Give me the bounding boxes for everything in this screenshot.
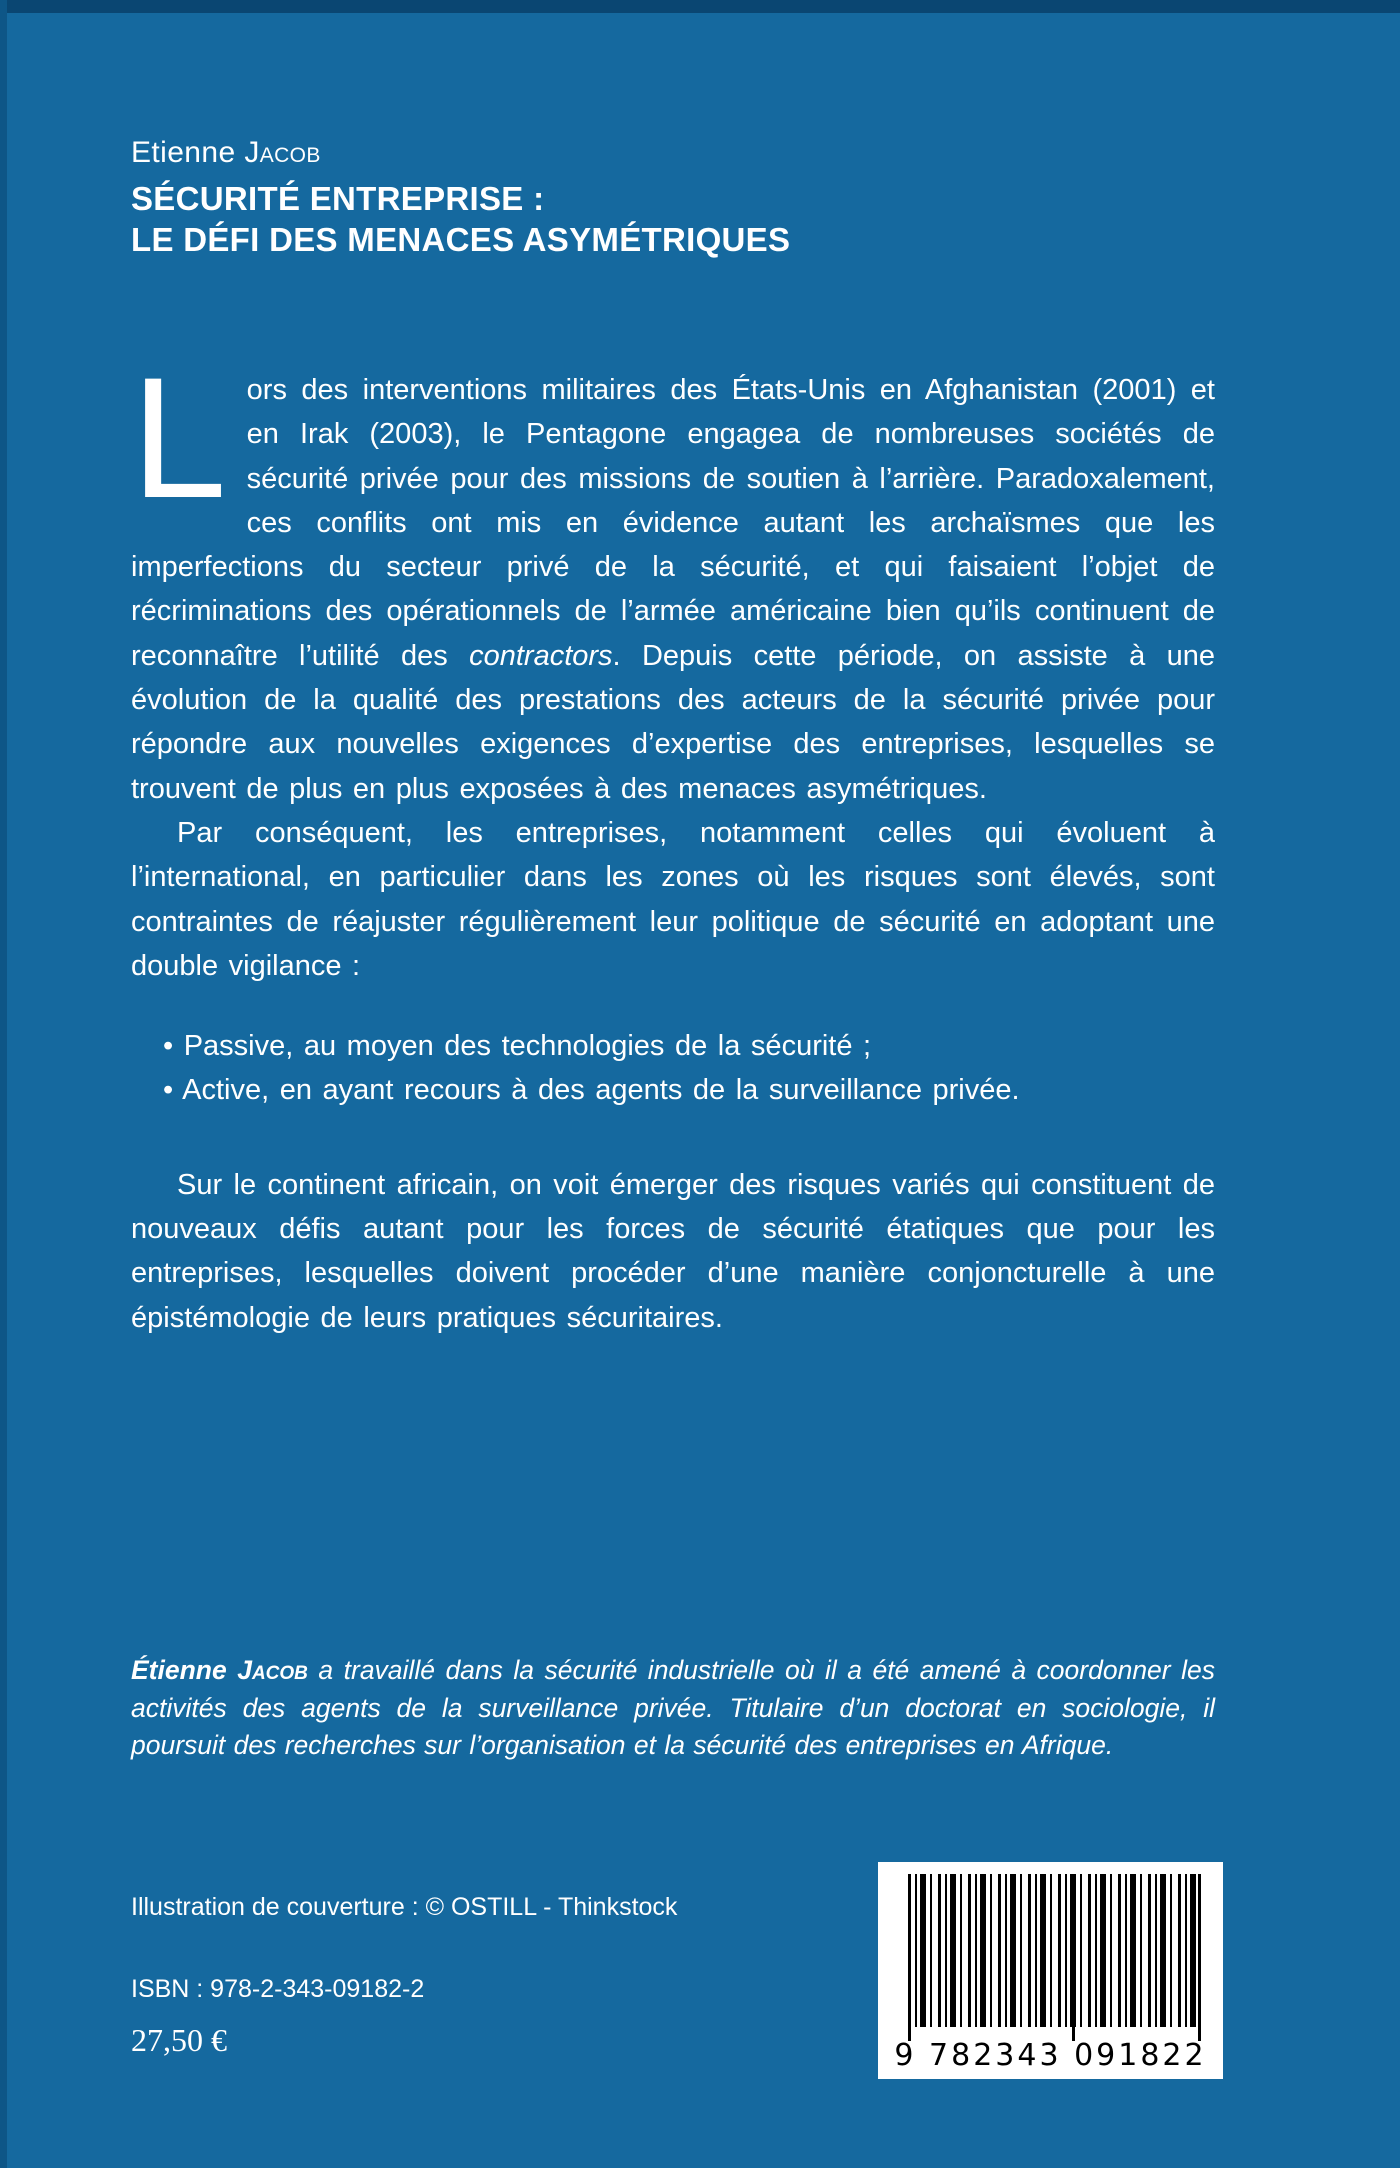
- price: 27,50 €: [131, 2022, 227, 2058]
- bio-author-name: [131, 1655, 308, 1685]
- author-name: [131, 136, 321, 170]
- paragraph-3: Sur le continent africain, on voit émerger des risques variés qui constituent de nouveaux défis autant pour les forces de sécurité étatiques que pour les entreprises, lesquelles doivent procéder d’une manière conjoncturelle à une épistémologie de leurs pratiques sécuritaires.: [131, 1168, 1215, 1334]
- drop-cap: L: [131, 342, 227, 534]
- title-line-1: SÉCURITÉ ENTREPRISE :: [131, 180, 545, 217]
- barcode-guard-bar: [1198, 1874, 1201, 2041]
- isbn-line: ISBN : 978-2-343-09182-2: [131, 1975, 425, 2003]
- bullet-item-active: • Active, en ayant recours à des agents de la surveillance privée.: [163, 1074, 1020, 1107]
- bio-author-last-name: Jacob: [237, 1655, 308, 1685]
- bullet-item-passive: • Passive, au moyen des technologies de la sécurité ;: [163, 1030, 872, 1063]
- barcode-guard-bar: [908, 1874, 911, 2041]
- illustration-credit: Illustration de couverture : © OSTILL - Thinkstock: [131, 1893, 678, 1921]
- barcode-digits: 9 782343 091822: [894, 2038, 1207, 2073]
- cover-content: [131, 0, 1215, 2168]
- barcode: [878, 1862, 1223, 2079]
- barcode-guard-bar: [1072, 1874, 1075, 2041]
- left-edge-band: [0, 0, 7, 2168]
- author-last-name: Jacob: [244, 136, 321, 169]
- paragraph-1-text-after: . Depuis cette période, on assiste à une évolution de la qualité des prestations des acteurs de la sécurité privée pour répondre aux nouvelles exigences d’expertise des entreprises, lesquelles se trouvent de plus en plus exposées à des menaces asymétriques.: [131, 639, 1215, 805]
- bio-text: a travaillé dans la sécurité industrielle où il a été amené à coordonner les activités des agents de la surveillance privée. Titulaire d’un doctorat en sociologie, il poursuit des recherches sur l’organisation et la sécurité des entreprises en Afrique.: [131, 1655, 1215, 1760]
- barcode-bars: [908, 1874, 1201, 2027]
- paragraph-2: Par conséquent, les entreprises, notamment celles qui évoluent à l’international, en particulier dans les zones où les risques sont élevés, sont contraintes de réajuster régulièrement leur politique de sécurité en adoptant une double vigilance :: [131, 816, 1215, 982]
- bullet-list: [131, 1024, 1215, 1113]
- author-first-name: Etienne: [131, 136, 236, 169]
- title-line-2: LE DÉFI DES MENACES ASYMÉTRIQUES: [131, 221, 791, 258]
- paragraph-1-text: ors des interventions militaires des États-Unis en Afghanistan (2001) et en Irak (2003), le Pentagone engagea de nombreuses sociétés de sécurité privée pour des missions de soutien à l’arrière. Paradoxalement, ces conflits ont mis en évidence autant les archaïsmes que les imperfections du secteur privé de la sécurité, et qui faisaient l’objet de récriminations des opérationnels de l’armée américaine bien qu’ils continuent de reconnaître l’utilité des: [131, 374, 1215, 672]
- author-bio: [131, 1652, 1215, 1765]
- bio-author-first-name: Étienne: [131, 1655, 227, 1685]
- paragraph-1-italic-word: contractors: [469, 639, 613, 672]
- book-title: [131, 178, 790, 260]
- back-cover-text: [131, 342, 1215, 1340]
- paragraph-1: [131, 342, 1215, 811]
